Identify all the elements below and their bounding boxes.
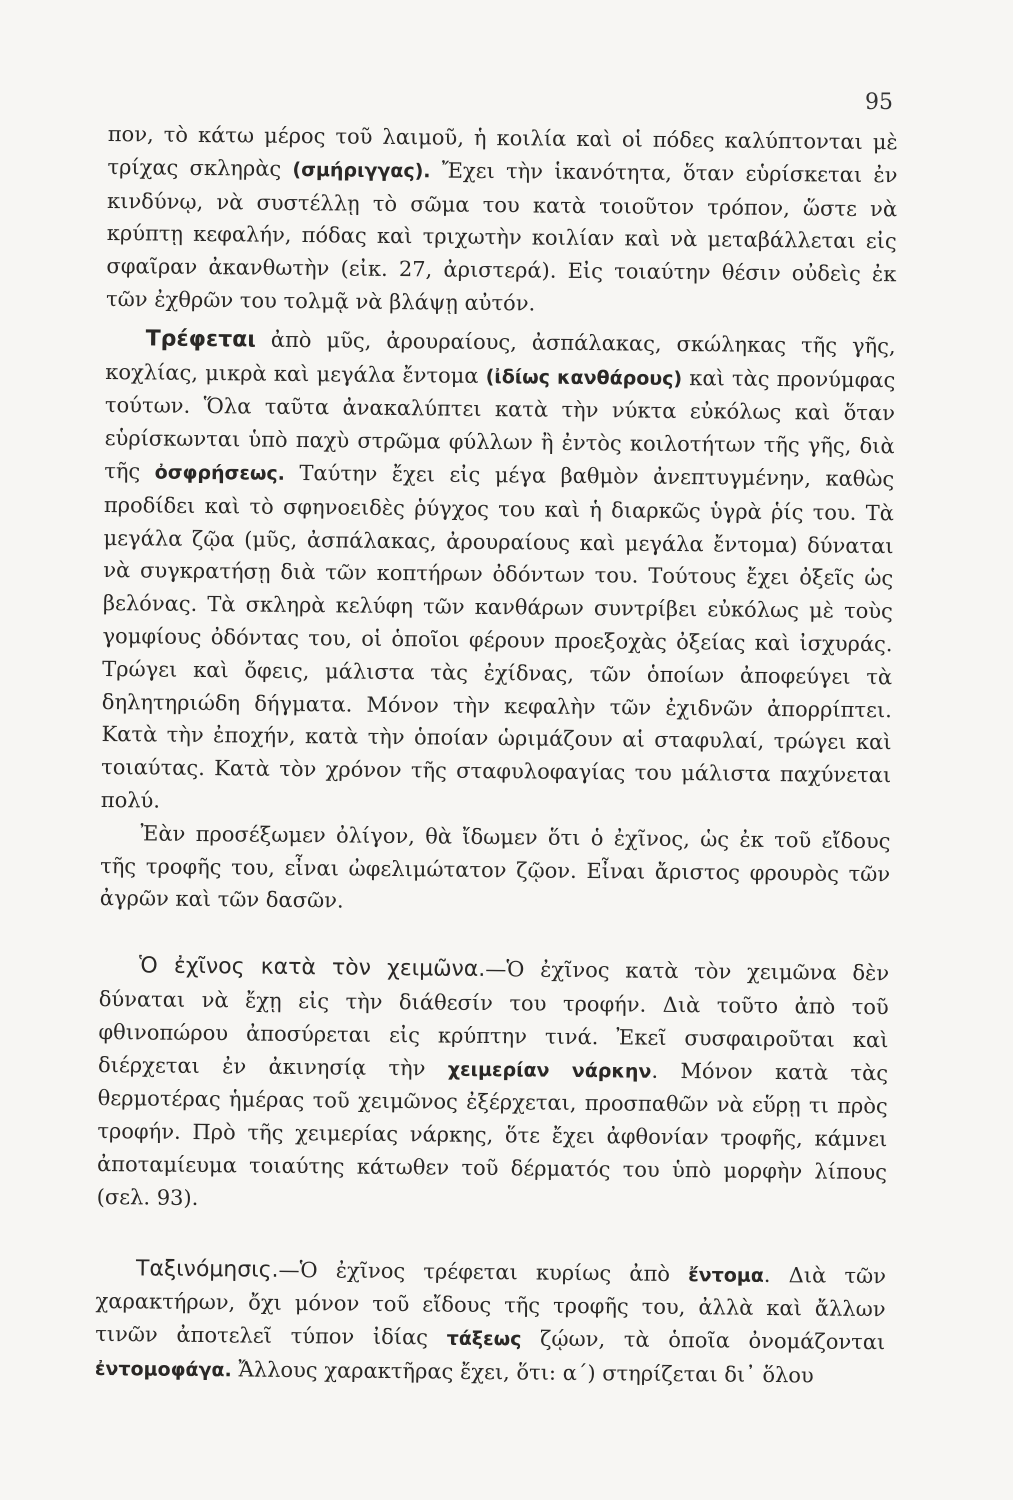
- section-heading-winter: Ὁ ἐχῖνος κατὰ τὸν χειμῶνα.: [138, 953, 486, 983]
- paragraph-hedgehog-winter: [97, 949, 890, 1222]
- text-run: . Μόνον κατὰ τὰς θερμοτέρας ἡμέρας τοῦ χειμῶνος ἐξέρχεται, προσπαθῶν νὰ εὕρῃ τι πρὸς τροφήν. Πρὸ τῆς χειμερίας νάρκης, ὅτε ἔχει ἀφθονίαν τροφῆς, κάμνει ἀποταμίευμα τοιαύτης κάτωθεν τοῦ δέρματός του ὑπὸ μορφὴν λίπους (σελ. 93).: [96, 1058, 889, 1210]
- paragraph-classification: [95, 1251, 886, 1393]
- text-run: —Ὁ ἐχῖνος κατὰ τὸν χειμῶνα δὲν δύναται νὰ ἔχῃ εἰς τὴν διάθεσίν του τροφήν. Διὰ τοῦτο ἀπὸ τοῦ φθινοπώρου ἀποσύρεται εἰς κρύπτην τινά. Ἐκεῖ συσφαιροῦται καὶ διέρχεται ἐν ἀκινησίᾳ τὴν: [97, 957, 890, 1081]
- bold-term-entomofaga: ἐντομοφάγα.: [94, 1357, 232, 1382]
- text-run: ζῴων, τὰ ὁποῖα ὀνομάζονται: [521, 1326, 886, 1355]
- text-run: πον, τὸ κάτω μέρος τοῦ λαιμοῦ, ἡ κοιλία καὶ οἱ πόδες καλύπτονται μὲ τρίχας σκληρὰς: [107, 121, 898, 181]
- section-heading-taxinomisis: Ταξινόμησις.: [135, 1255, 279, 1283]
- bold-term-smiriggas: (σμήριγγας).: [292, 158, 431, 183]
- text-run: καὶ τὰς προνύμφας τούτων. Ὅλα ταῦτα ἀνακαλύπτει κατὰ τὴν νύκτα εὐκόλως καὶ ὅταν εὑρίσκωνται ὑπὸ παχὺ στρῶμα φύλλων ἢ ἐντὸς κοιλοτήτων τῆς γῆς, διὰ τῆς: [104, 365, 896, 484]
- text-run: Ἄλλους χαρακτῆρας ἔχει, ὅτι: α´) στηρίζεται δι᾽ ὅλου: [231, 1357, 814, 1388]
- text-run: ἀπὸ μῦς, ἀρουραίους, ἀσπάλακας, σκώληκας τῆς γῆς, κοχλίας, μικρὰ καὶ μεγάλα ἔντομα: [105, 327, 896, 388]
- bold-term-taxeos: τάξεως: [446, 1327, 522, 1351]
- paragraph-hedgehog-feeding: [101, 322, 896, 825]
- bold-term-osfriseos: ὀσφρήσεως.: [154, 461, 286, 485]
- text-run: Ἔχει τὴν ἱκανότητα, ὅταν εὑρίσκεται ἐν κινδύνῳ, νὰ συστέλλῃ τὸ σῶμα του κατὰ τοιοῦτον τρόπον, ὥστε νὰ κρύπτῃ κεφαλήν, πόδας καὶ τριχωτὴν κοιλίαν καὶ νὰ μεταβάλλεται εἰς σφαῖραν ἀκανθωτὴν (εἰκ. 27, ἀριστερά). Εἰς τοιαύτην θέσιν οὐδεὶς ἐκ τῶν ἐχθρῶν του τολμᾷ νὰ βλάψῃ αὐτόν.: [105, 158, 898, 316]
- paragraph-hedgehog-defense: [106, 118, 898, 324]
- body-text: [95, 118, 898, 1394]
- bold-term-entoma: ἔντομα: [688, 1263, 764, 1287]
- bold-term-xeimerian-narkin: χειμερίαν νάρκην: [447, 1058, 652, 1083]
- section-heading-trefetai: Τρέφεται: [145, 326, 257, 353]
- text-run: —Ὁ ἐχῖνος τρέφεται κυρίως ἀπὸ: [278, 1257, 689, 1286]
- page-number: 95: [865, 90, 893, 115]
- bold-term-kantharous: (ἰδίως κανθάρους): [485, 365, 683, 390]
- text-run: Ταύτην ἔχει εἰς μέγα βαθμὸν ἀνεπτυγμένην, καθὼς προδίδει καὶ τὸ σφηνοειδὲς ῥύγχος του καὶ ἡ διαρκῶς ὑγρὰ ῥίς του. Τὰ μεγάλα ζῷα (μῦς, ἀσπάλακας, ἀρουραίους καὶ μεγάλα ἔντομα) δύναται νὰ συγκρατήσῃ διὰ τῶν κοπτήρων ὀδόντων του. Τούτους ἔχει ὀξεῖς ὡς βελόνας. Τὰ σκληρὰ κελύφη τῶν κανθάρων συντρίβει εὐκόλως μὲ τοὺς γομφίους ὀδόντας του, οἱ ὁποῖοι φέρουν προεξοχὰς ὀξείας καὶ ἰσχυράς. Τρώγει καὶ ὄφεις, μάλιστα τὰς ἐχίδνας, τῶν ὁποίων ἀποφεύγει τὰ δηλητηριώδη δήγματα. Μόνον τὴν κεφαλὴν τῶν ἐχιδνῶν ἀπορρίπτει. Κατὰ τὴν ἐποχήν, κατὰ τὴν ὁποίαν ὡριμάζουν αἱ σταφυλαί, τρώγει καὶ τοιαύτας. Κατὰ τὸν χρόνον τῆς σταφυλοφαγίας του μάλιστα παχύνεται πολύ.: [100, 460, 895, 813]
- paragraph-hedgehog-usefulness: [100, 817, 891, 924]
- text-run: . Διὰ τῶν χαρακτήρων, ὄχι μόνον τοῦ εἴδους τῆς τροφῆς του, ἀλλὰ καὶ ἄλλων τινῶν ἀποτελεῖ τύπον ἰδίας: [95, 1262, 887, 1350]
- text-run: Ἐὰν προσέξωμεν ὀλίγον, θὰ ἴδωμεν ὅτι ὁ ἐχῖνος, ὡς ἐκ τοῦ εἴδους τῆς τροφῆς του, εἶναι ὠφελιμώτατον ζῷον. Εἶναι ἄριστος φρουρὸς τῶν ἀγρῶν καὶ τῶν δασῶν.: [99, 821, 891, 913]
